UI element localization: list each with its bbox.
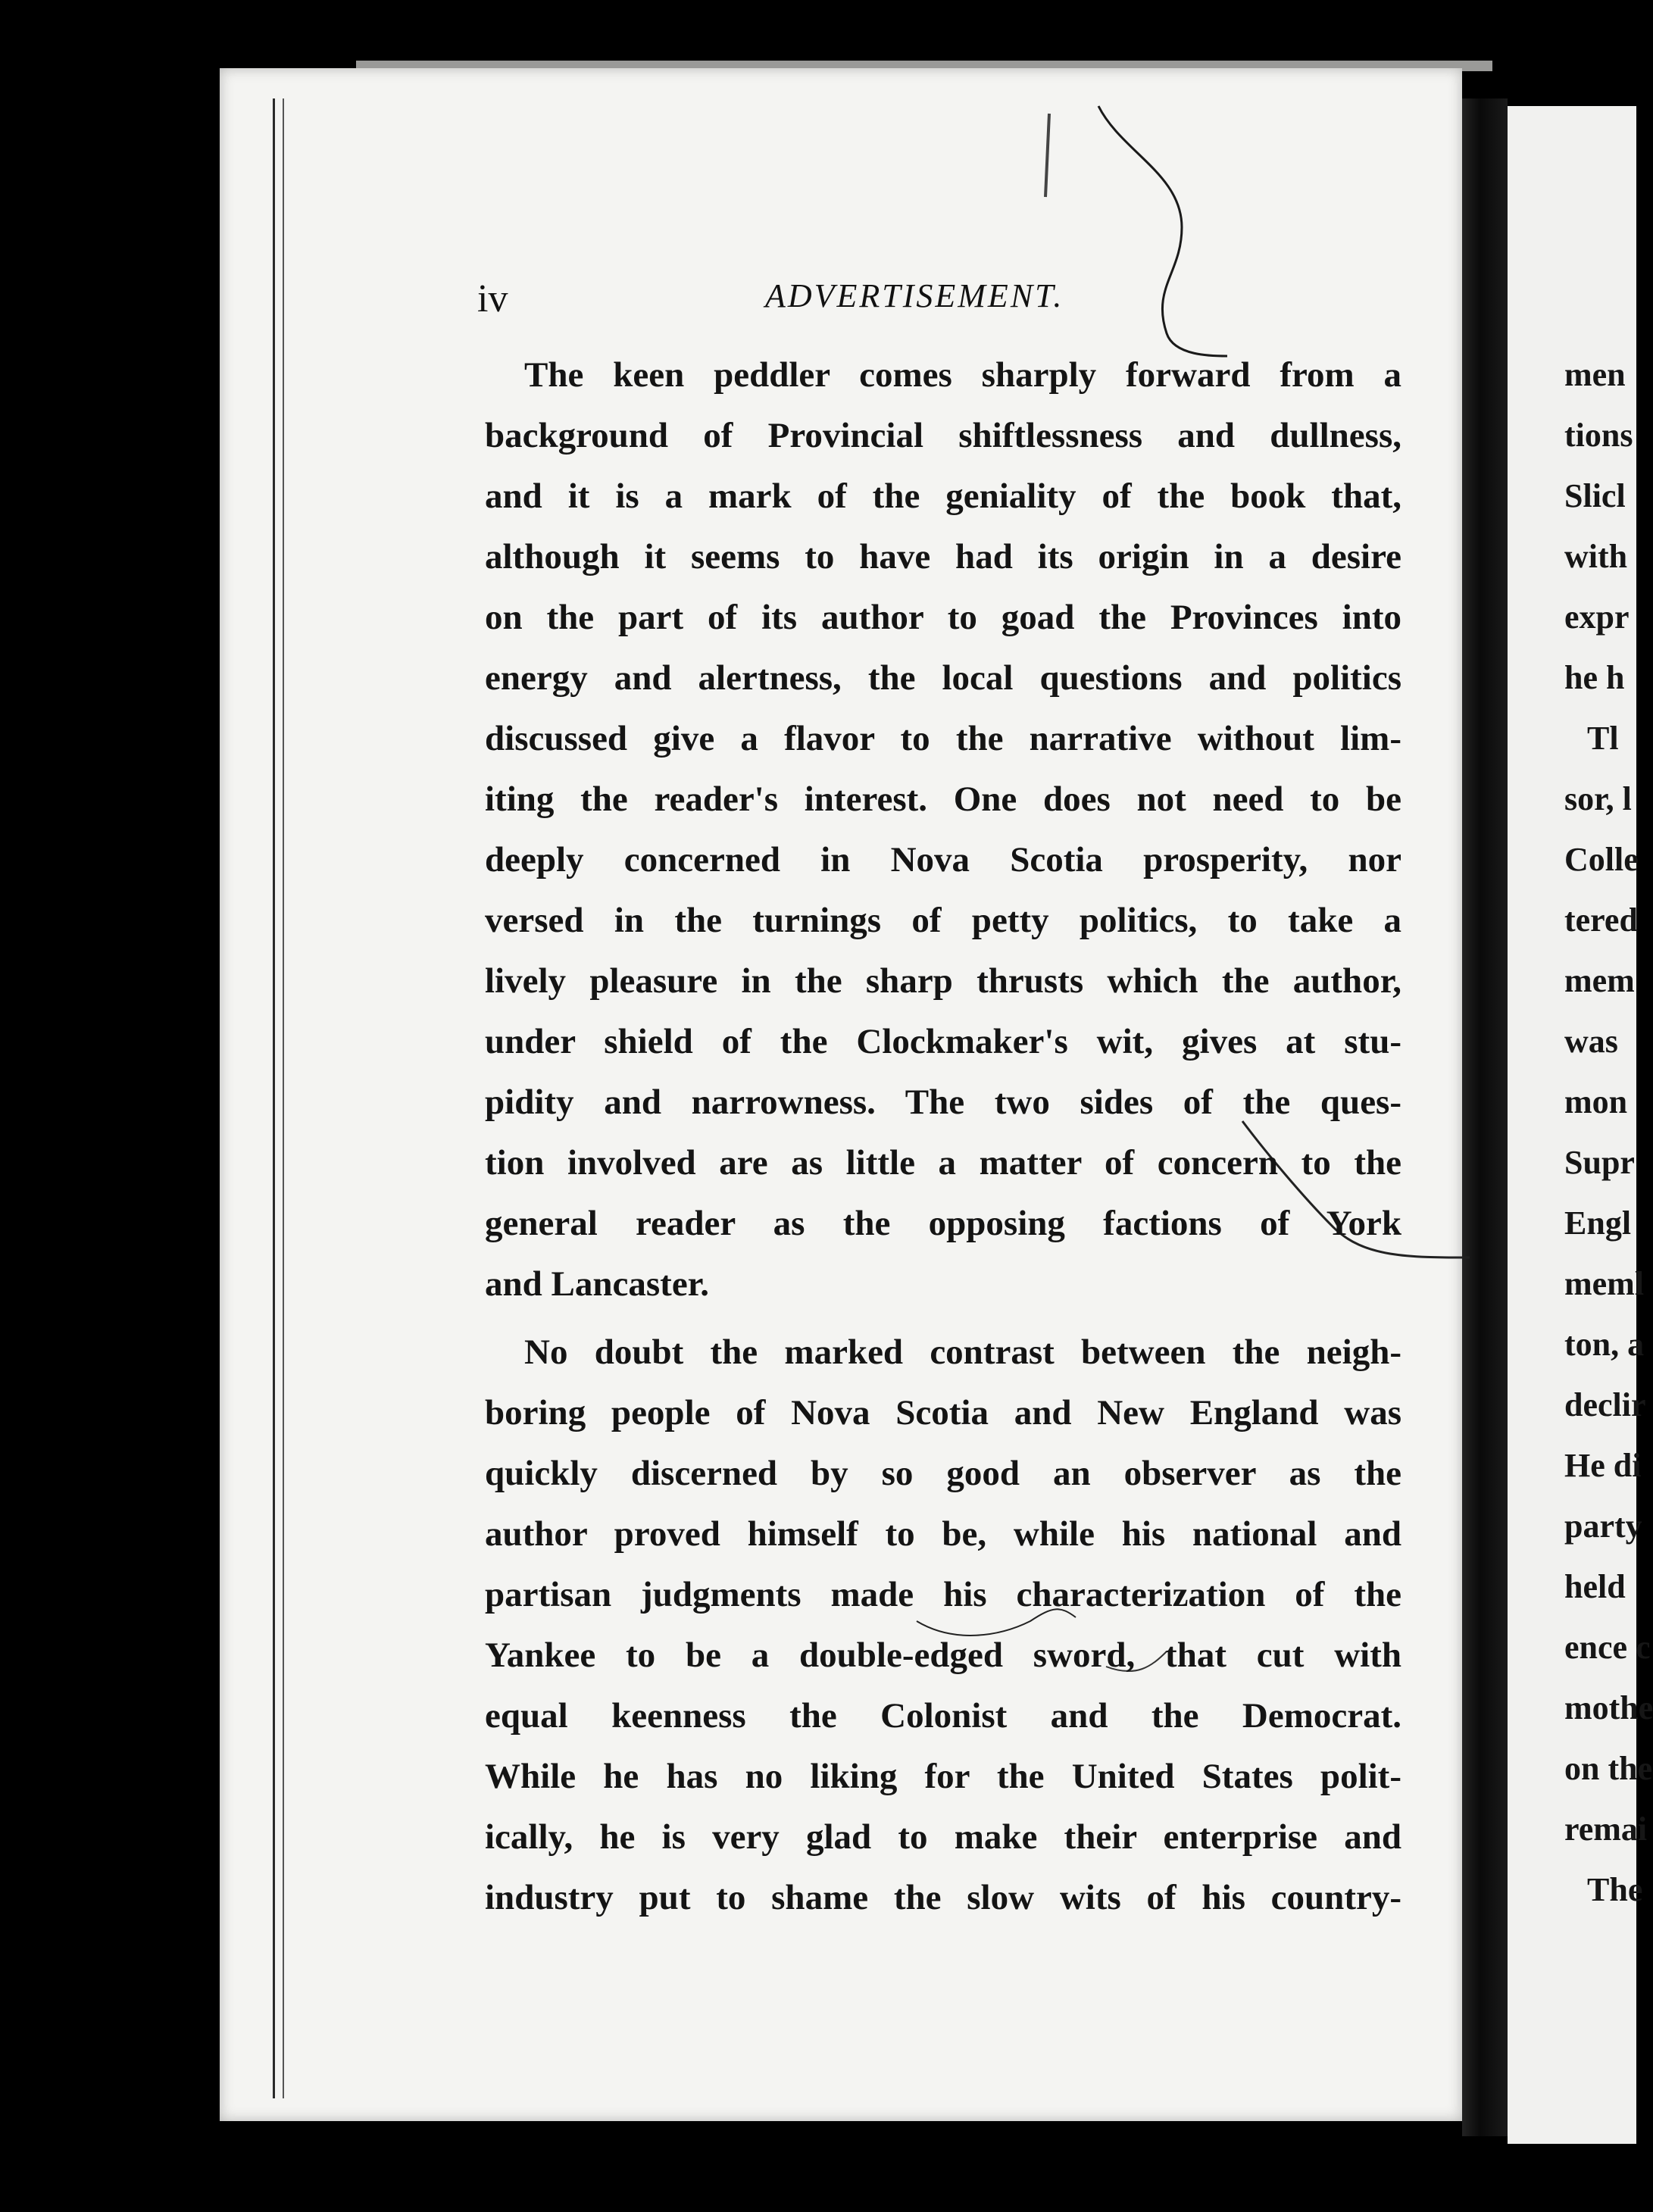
text-line: energy and alertness, the local questions and politics bbox=[485, 658, 1401, 698]
right-page-fragment: mothe bbox=[1564, 1689, 1653, 1726]
right-page-fragment: Supr bbox=[1564, 1144, 1635, 1181]
text-line: and Lancaster. bbox=[485, 1264, 709, 1304]
right-page-text-fragments bbox=[1564, 345, 1653, 1920]
right-page-fragment: on the bbox=[1564, 1750, 1653, 1787]
text-line: author proved himself to be, while his national and bbox=[485, 1514, 1401, 1554]
paragraph-break bbox=[485, 1314, 1401, 1322]
text-line: and it is a mark of the geniality of the book that, bbox=[485, 476, 1401, 516]
right-page-fragment: was bbox=[1564, 1023, 1618, 1060]
right-page-fragment: tions bbox=[1564, 417, 1633, 454]
right-page-fragment: party bbox=[1564, 1507, 1642, 1545]
right-page-fragment: Colle bbox=[1564, 841, 1639, 878]
right-page-fragment: He di bbox=[1564, 1447, 1642, 1484]
text-line: partisan judgments made his characterization of the bbox=[485, 1575, 1401, 1614]
text-line: Yankee to be a double-edged sword, that cut with bbox=[485, 1636, 1401, 1675]
right-page-fragment: Tl bbox=[1587, 720, 1619, 757]
text-line: background of Provincial shiftlessness and dullness, bbox=[485, 416, 1401, 455]
right-page-fragment: with bbox=[1564, 538, 1628, 575]
body-text bbox=[485, 345, 1401, 1928]
text-line: No doubt the marked contrast between the neigh- bbox=[524, 1333, 1401, 1372]
right-page-fragment: ence c bbox=[1564, 1629, 1651, 1666]
text-line: tion involved are as little a matter of concern to the bbox=[485, 1143, 1401, 1183]
text-line: deeply concerned in Nova Scotia prosperity, nor bbox=[485, 840, 1401, 879]
right-page-fragment: The bbox=[1587, 1871, 1643, 1908]
text-line: although it seems to have had its origin in a desire bbox=[485, 537, 1401, 576]
text-line: on the part of its author to goad the Provinces into bbox=[485, 598, 1401, 637]
text-line: quickly discerned by so good an observer as the bbox=[485, 1454, 1401, 1493]
right-page-fragment: mon bbox=[1564, 1083, 1628, 1120]
page-header bbox=[477, 276, 1447, 330]
text-line: lively pleasure in the sharp thrusts which the author, bbox=[485, 961, 1401, 1001]
right-page-fragment: expr bbox=[1564, 598, 1630, 636]
right-page-fragment: men bbox=[1564, 356, 1626, 393]
right-page-fragment: held bbox=[1564, 1568, 1626, 1605]
text-line: While he has no liking for the United States polit- bbox=[485, 1757, 1401, 1796]
right-page-fragment: declir bbox=[1564, 1386, 1646, 1423]
running-head: ADVERTISEMENT. bbox=[765, 277, 1064, 314]
page-edge-lines bbox=[273, 98, 284, 2098]
text-line: boring people of Nova Scotia and New England was bbox=[485, 1393, 1401, 1432]
right-page-fragment: Slicl bbox=[1564, 477, 1626, 514]
right-page-fragment: tered bbox=[1564, 901, 1638, 939]
text-line: pidity and narrowness. The two sides of the ques- bbox=[485, 1083, 1401, 1122]
right-page-fragment: sor, l bbox=[1564, 780, 1632, 817]
text-line: under shield of the Clockmaker's wit, gives at stu- bbox=[485, 1022, 1401, 1061]
text-line: discussed give a flavor to the narrative without lim- bbox=[485, 719, 1401, 758]
right-page-fragment: ton, a bbox=[1564, 1326, 1645, 1363]
right-page-fragment: he h bbox=[1564, 659, 1625, 696]
page-number: iv bbox=[477, 277, 508, 320]
book-gutter bbox=[1462, 98, 1508, 2136]
right-page-fragment: Engl bbox=[1564, 1204, 1632, 1242]
text-line: ically, he is very glad to make their enterprise and bbox=[485, 1817, 1401, 1857]
text-line: iting the reader's interest. One does not need to be bbox=[485, 780, 1401, 819]
right-page-fragment: meml bbox=[1564, 1265, 1645, 1302]
text-line: general reader as the opposing factions of York bbox=[485, 1204, 1401, 1243]
right-page-fragment: mem bbox=[1564, 962, 1635, 999]
text-line: industry put to shame the slow wits of his country- bbox=[485, 1878, 1401, 1917]
text-line: equal keenness the Colonist and the Democrat. bbox=[485, 1696, 1401, 1736]
text-line: versed in the turnings of petty politics, to take a bbox=[485, 901, 1401, 940]
right-page-fragment: remai bbox=[1564, 1811, 1648, 1848]
text-line: The keen peddler comes sharply forward from a bbox=[524, 355, 1401, 395]
